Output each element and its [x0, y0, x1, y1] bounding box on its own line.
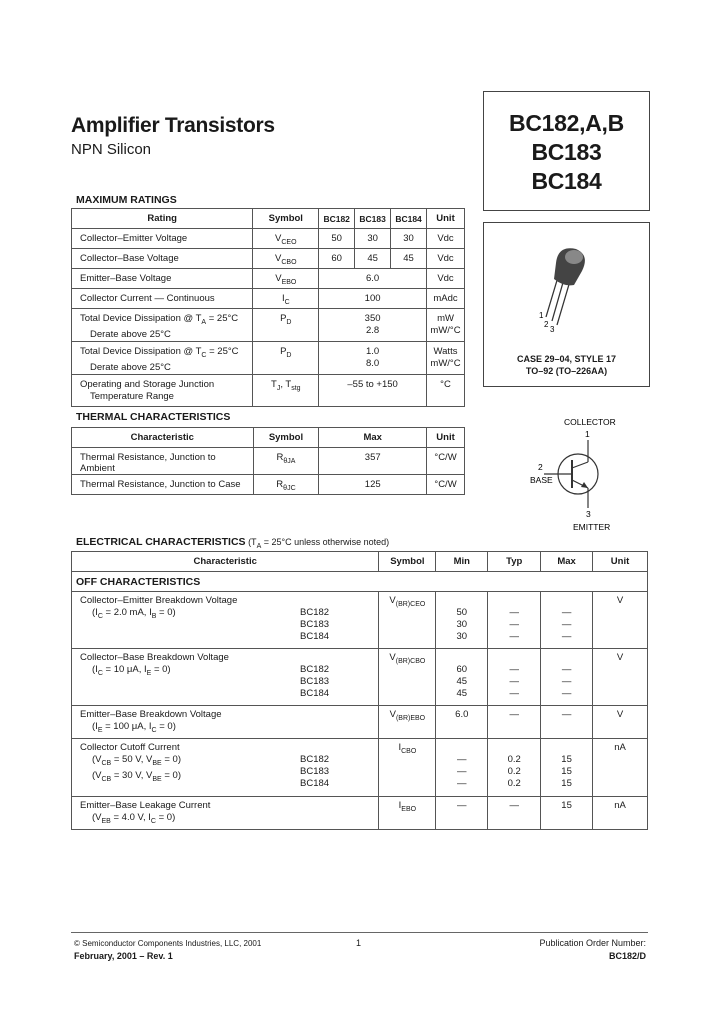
unit-cell: Vdc — [427, 269, 465, 289]
symbol-cell: $P_D$ — [253, 309, 319, 342]
table-row — [72, 448, 465, 475]
value-cell: 100 — [319, 289, 427, 309]
electrical-table — [71, 551, 648, 830]
col-header: Unit — [427, 209, 465, 229]
value-cell: 125 — [319, 475, 427, 495]
char-cell: Collector–Base Breakdown Voltage ($I_C = 10$ μA, $I_E = 0$) BC182 BC183 BC184 — [72, 649, 379, 706]
symbol-cell: $R_{\theta JA}$ — [253, 448, 319, 475]
table-row — [72, 342, 465, 375]
value-cell: 6.0 — [319, 269, 427, 289]
thermal-table — [71, 427, 465, 495]
char-cell: Emitter–Base Leakage Current ($V_{EB} = 4.0$ V, $I_C = 0$) — [72, 797, 379, 830]
rating-cell: Emitter–Base Voltage — [72, 269, 253, 289]
emitter-pin: 3 — [586, 509, 591, 519]
char-cell: Thermal Resistance, Junction to Ambient — [72, 448, 254, 475]
unit-cell: Watts mW/°C — [427, 342, 465, 375]
table-row — [72, 229, 465, 249]
typ-cell: — — [488, 706, 541, 739]
base-label: BASE — [530, 475, 553, 485]
value-cell: 1.0 8.0 — [319, 342, 427, 375]
variant-label: BC183 — [300, 619, 330, 630]
rating-cell: Total Device Dissipation @ $T_C = 25^\circ C$ Derate above 25°C — [72, 342, 253, 375]
table-row — [72, 309, 465, 342]
electrical-heading: ELECTRICAL CHARACTERISTICS ($T_A = 25^\circ C$ unless otherwise noted) — [76, 536, 390, 551]
variant-label: BC184 — [300, 688, 330, 699]
col-header: Max — [541, 552, 593, 572]
value-cell: 30 — [391, 229, 427, 249]
symbol-cell: $I_{EBO}$ — [379, 797, 436, 830]
symbol-cell: $V_{(BR)CEO}$ — [379, 592, 436, 649]
col-header: Rating — [72, 209, 253, 229]
symbol-cell: $T_J$, $T_{stg}$ — [253, 375, 319, 407]
variant-label: BC182 — [300, 664, 330, 675]
max-cell: 15 — [541, 797, 593, 830]
char-cell: Thermal Resistance, Junction to Case — [72, 475, 254, 495]
min-cell: 50 30 30 — [436, 592, 488, 649]
col-header: BC184 — [391, 209, 427, 229]
value-cell: 45 — [355, 249, 391, 269]
unit-cell: nA — [593, 739, 648, 797]
typ-cell: — — [488, 797, 541, 830]
max-ratings-table — [71, 208, 465, 407]
unit-cell: °C/W — [427, 475, 465, 495]
variant-label: BC182 — [300, 754, 330, 765]
unit-cell: V — [593, 592, 648, 649]
unit-cell: mW mW/°C — [427, 309, 465, 342]
min-cell: 6.0 — [436, 706, 488, 739]
npn-transistor-symbol — [500, 410, 660, 535]
page-subtitle: NPN Silicon — [71, 141, 152, 158]
rating-cell: Operating and Storage Junction Temperature Range — [72, 375, 253, 407]
base-pin: 2 — [538, 462, 543, 472]
min-cell: — — [436, 797, 488, 830]
max-cell: — — — — [541, 592, 593, 649]
table-row — [72, 269, 465, 289]
part-number-box — [483, 91, 650, 211]
char-cell: Emitter–Base Breakdown Voltage ($I_E = 100$ μA, $I_C = 0$) — [72, 706, 379, 739]
table-row — [72, 797, 648, 830]
col-header: BC182 — [319, 209, 355, 229]
symbol-cell: $V_{EBO}$ — [253, 269, 319, 289]
table-row — [72, 375, 465, 407]
table-row — [72, 475, 465, 495]
part-number: BC183 — [531, 139, 602, 165]
to92-package-icon — [484, 223, 651, 343]
symbol-cell: $I_{CBO}$ — [379, 739, 436, 797]
pin-label: 1 — [539, 311, 544, 320]
col-header: Unit — [427, 428, 465, 448]
col-header: Typ — [488, 552, 541, 572]
revision-date: February, 2001 – Rev. 1 — [74, 951, 173, 961]
col-header: Symbol — [253, 209, 319, 229]
symbol-cell: $V_{CEO}$ — [253, 229, 319, 249]
typ-cell: 0.2 0.2 0.2 — [488, 739, 541, 797]
part-number: BC184 — [531, 168, 602, 194]
unit-cell: °C/W — [427, 448, 465, 475]
emitter-label: EMITTER — [573, 522, 611, 532]
variant-label: BC182 — [300, 607, 330, 618]
col-header: Min — [436, 552, 488, 572]
symbol-cell: $V_{(BR)CBO}$ — [379, 649, 436, 706]
table-row — [72, 592, 648, 649]
copyright: © Semiconductor Components Industries, LLC, 2001 — [74, 939, 262, 948]
min-cell: 60 45 45 — [436, 649, 488, 706]
symbol-cell: $V_{CBO}$ — [253, 249, 319, 269]
unit-cell: °C — [427, 375, 465, 407]
typ-cell: — — — — [488, 592, 541, 649]
value-cell: 350 2.8 — [319, 309, 427, 342]
col-header: Max — [319, 428, 427, 448]
min-cell: — — — — [436, 739, 488, 797]
variant-label: BC183 — [300, 676, 330, 687]
unit-cell: nA — [593, 797, 648, 830]
page-title: Amplifier Transistors — [71, 114, 275, 137]
table-row — [72, 649, 648, 706]
table-row — [72, 739, 648, 797]
value-cell: 60 — [319, 249, 355, 269]
max-cell: — — — — [541, 649, 593, 706]
char-cell: Collector–Emitter Breakdown Voltage ($I_C = 2.0$ mA, $I_B = 0$) BC182 BC183 BC184 — [72, 592, 379, 649]
col-header: Characteristic — [72, 552, 379, 572]
col-header: Symbol — [253, 428, 319, 448]
value-cell: 45 — [391, 249, 427, 269]
value-cell: 50 — [319, 229, 355, 249]
value-cell: –55 to +150 — [319, 375, 427, 407]
collector-pin: 1 — [585, 429, 590, 439]
publication-number: BC182/D — [608, 951, 646, 961]
unit-cell: V — [593, 706, 648, 739]
case-label: TO–92 (TO–226AA) — [525, 366, 608, 376]
publication-label: Publication Order Number: — [539, 938, 646, 948]
variant-label: BC184 — [300, 631, 330, 642]
col-header: Unit — [593, 552, 648, 572]
package-box — [483, 222, 650, 387]
symbol-cell: $V_{(BR)EBO}$ — [379, 706, 436, 739]
char-cell: Collector Cutoff Current ($V_{CB} = 50$ V, $V_{BE} = 0$) ($V_{CB} = 30$ V, $V_{BE} = 0$) BC182 BC183 BC184 — [72, 739, 379, 797]
rating-cell: Collector Current — Continuous — [72, 289, 253, 309]
pin-label: 3 — [550, 325, 555, 334]
unit-cell: Vdc — [427, 229, 465, 249]
symbol-cell: $P_D$ — [253, 342, 319, 375]
typ-cell: — — — — [488, 649, 541, 706]
max-cell: — — [541, 706, 593, 739]
max-ratings-heading: MAXIMUM RATINGS — [76, 194, 177, 206]
col-header: Symbol — [379, 552, 436, 572]
table-row — [72, 289, 465, 309]
value-cell: 357 — [319, 448, 427, 475]
thermal-heading: THERMAL CHARACTERISTICS — [76, 411, 231, 423]
table-row — [72, 249, 465, 269]
rating-cell: Collector–Base Voltage — [72, 249, 253, 269]
variant-label: BC183 — [300, 766, 330, 777]
section-label: OFF CHARACTERISTICS — [72, 572, 648, 592]
page-number: 1 — [356, 938, 362, 948]
col-header: Characteristic — [72, 428, 254, 448]
rating-cell: Total Device Dissipation @ $T_A = 25^\circ C$ Derate above 25°C — [72, 309, 253, 342]
symbol-cell: $I_C$ — [253, 289, 319, 309]
variant-label: BC184 — [300, 778, 330, 789]
collector-label: COLLECTOR — [564, 417, 616, 427]
pin-label: 2 — [544, 320, 549, 329]
part-number: BC182,A,B — [509, 110, 624, 136]
rating-cell: Collector–Emitter Voltage — [72, 229, 253, 249]
table-row — [72, 706, 648, 739]
unit-cell: mAdc — [427, 289, 465, 309]
col-header: BC183 — [355, 209, 391, 229]
unit-cell: V — [593, 649, 648, 706]
case-label: CASE 29–04, STYLE 17 — [516, 354, 617, 364]
footer-divider — [71, 932, 648, 933]
value-cell: 30 — [355, 229, 391, 249]
unit-cell: Vdc — [427, 249, 465, 269]
max-cell: 15 15 15 — [541, 739, 593, 797]
symbol-cell: $R_{\theta JC}$ — [253, 475, 319, 495]
